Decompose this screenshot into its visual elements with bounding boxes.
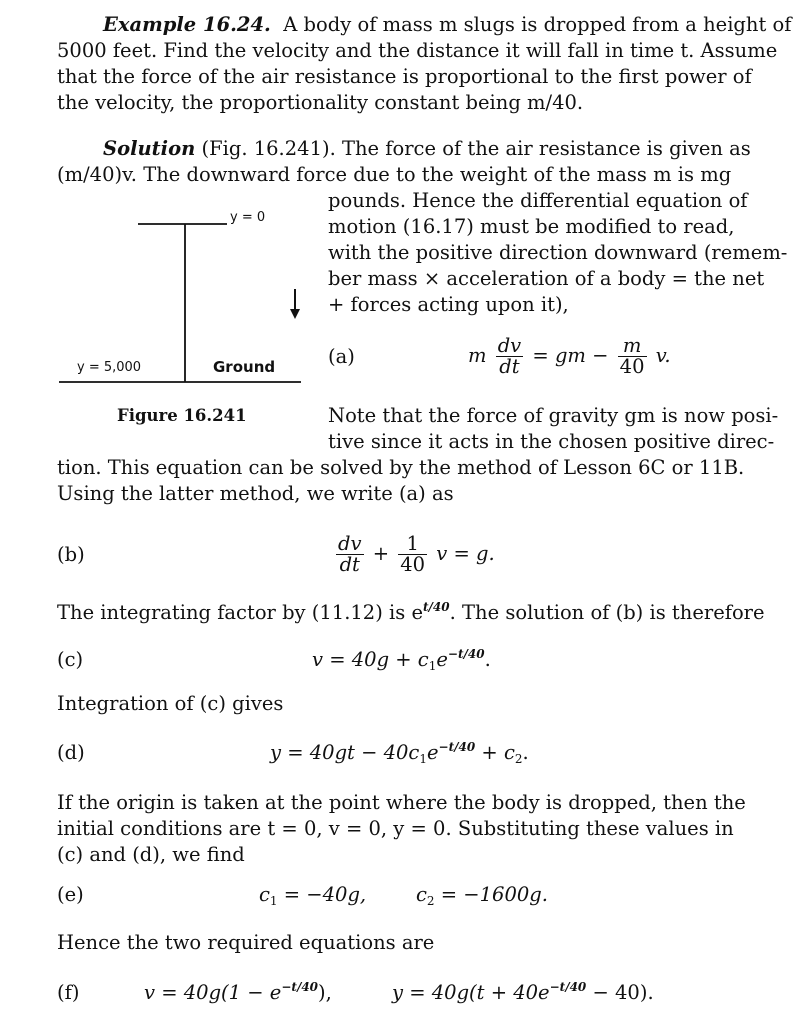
- equation-b-label: (b): [57, 543, 85, 566]
- label-y-zero: y = 0: [230, 210, 266, 225]
- equation-c: [57, 647, 757, 687]
- eq-d-exp: −t/40: [438, 740, 476, 754]
- note-line-3: tion. This equation can be solved by the method of Lesson 6C or 11B.: [57, 456, 745, 479]
- eq-e-v2: = −1600g.: [434, 883, 548, 906]
- origin-line-3: (c) and (d), we find: [57, 843, 245, 866]
- integrating-rest: . The solution of (b) is therefore: [449, 601, 765, 624]
- equation-e-c2: [416, 882, 548, 908]
- eq-f-y-end: − 40).: [586, 981, 654, 1004]
- equation-f-y: [392, 980, 654, 1006]
- hence-text: [57, 930, 757, 956]
- equation-e-c1: [259, 882, 366, 908]
- eq-e-v1: = −40g,: [277, 883, 367, 906]
- equation-e-label: (e): [57, 883, 84, 906]
- eq-b-tail: v = g.: [436, 542, 495, 565]
- equation-a-body: [468, 336, 671, 377]
- integrating-factor-text: [57, 600, 765, 626]
- equation-c-body: [312, 647, 491, 673]
- eq-f-v-end: ),: [318, 981, 332, 1004]
- eq-b-num2: 1: [398, 534, 427, 555]
- eq-c-sub: 1: [428, 659, 437, 673]
- equation-d: [57, 740, 757, 780]
- eq-a-frac: [496, 336, 524, 377]
- eq-b-frac2: [398, 534, 427, 575]
- integrating-text: The integrating factor by (11.12) is e: [57, 601, 423, 624]
- eq-c-exp: −t/40: [447, 647, 485, 661]
- equation-e: [57, 882, 757, 922]
- side-line-1: pounds. Hence the differential equation of: [328, 189, 748, 212]
- equation-b-body: [333, 534, 495, 575]
- side-line-4: ber mass × acceleration of a body = the net: [328, 267, 765, 290]
- eq-b-plus: +: [372, 542, 390, 565]
- note-full-text: [57, 455, 757, 507]
- eq-e-c1: c: [259, 883, 270, 906]
- eq-d-sub2: 2: [514, 752, 523, 766]
- equation-f-label: (f): [57, 981, 80, 1004]
- origin-line-2: initial conditions are t = 0, v = 0, y = 0. Substituting these values in: [57, 817, 734, 840]
- equation-b: [57, 532, 757, 582]
- eq-d-main: y = 40gt − 40c: [270, 741, 420, 764]
- solution-label: Solution: [103, 137, 196, 160]
- equation-d-label: (d): [57, 741, 85, 764]
- origin-line-1: If the origin is taken at the point where the body is dropped, then the: [57, 791, 746, 814]
- eq-a-m: m: [468, 344, 487, 367]
- note-line-1: Note that the force of gravity gm is now posi-: [328, 404, 779, 427]
- label-ground: Ground: [213, 358, 276, 376]
- equation-a: [328, 334, 758, 384]
- eq-f-exp1: −t/40: [281, 980, 319, 994]
- example-line-1: [57, 12, 792, 38]
- eq-c-e: e: [436, 648, 448, 671]
- eq-d-e: e: [427, 741, 439, 764]
- integrating-exp: t/40: [423, 600, 450, 614]
- integrating-line: [57, 600, 765, 626]
- eq-a-tail: v.: [655, 344, 671, 367]
- solution-side-text: [328, 188, 788, 318]
- eq-a-num2: m: [618, 336, 647, 357]
- figure-caption: Figure 16.241: [117, 406, 247, 425]
- eq-b-frac: [336, 534, 364, 575]
- eq-f-v-part: v = 40g(1 − e: [144, 981, 282, 1004]
- note-line-2: tive since it acts in the chosen positive direc-: [328, 430, 775, 453]
- eq-c-main: v = 40g + c: [312, 648, 429, 671]
- side-line-2: motion (16.17) must be modified to read,: [328, 215, 735, 238]
- side-line-3: with the positive direction downward (remem-: [328, 241, 788, 264]
- integration-line: Integration of (c) gives: [57, 692, 284, 715]
- note-line-4: Using the latter method, we write (a) as: [57, 482, 454, 505]
- equation-c-label: (c): [57, 648, 84, 671]
- equation-d-body: [270, 740, 529, 766]
- eq-d-final: .: [522, 741, 529, 764]
- eq-b-den2: 40: [400, 553, 426, 576]
- figure-16-241: [55, 192, 315, 432]
- example-line-2: 5000 feet. Find the velocity and the distance it will fall in time t. Assume: [57, 39, 778, 62]
- example-label: Example 16.24.: [103, 13, 271, 36]
- origin-paragraph: [57, 790, 757, 868]
- eq-f-exp2: −t/40: [549, 980, 587, 994]
- eq-c-end: .: [484, 648, 491, 671]
- eq-d-end: + c: [475, 741, 515, 764]
- integration-text: [57, 691, 757, 717]
- eq-a-den: dt: [499, 355, 520, 378]
- eq-a-frac2: [618, 336, 647, 377]
- eq-e-c2: c: [416, 883, 427, 906]
- eq-d-sub: 1: [419, 752, 427, 766]
- eq-a-den2: 40: [619, 355, 645, 378]
- example-line-4: the velocity, the proportionality constant being m/40.: [57, 91, 584, 114]
- example-line-3: that the force of the air resistance is proportional to the first power of: [57, 65, 752, 88]
- solution-line-1: [57, 136, 757, 162]
- label-y-5000: y = 5,000: [77, 360, 142, 375]
- example-paragraph: [57, 12, 792, 116]
- side-line-5: + forces acting upon it),: [328, 293, 569, 316]
- solution-line-2: (m/40)v. The downward force due to the weight of the mass m is mg: [57, 163, 732, 186]
- solution-text-1: (Fig. 16.241). The force of the air resistance is given as: [201, 137, 751, 160]
- eq-b-num: dv: [338, 532, 362, 555]
- solution-paragraph: [57, 136, 757, 188]
- equation-a-label: (a): [328, 345, 355, 368]
- eq-e-sub1: 1: [269, 894, 278, 908]
- example-text-1: A body of mass m slugs is dropped from a height of: [283, 13, 792, 36]
- eq-f-y-part: y = 40g(t + 40e: [392, 981, 550, 1004]
- eq-a-mid: = gm −: [532, 344, 609, 367]
- eq-a-num: dv: [497, 334, 522, 357]
- hence-line: Hence the two required equations are: [57, 931, 435, 954]
- eq-b-den: dt: [339, 553, 360, 576]
- equation-f: [57, 980, 757, 1020]
- note-side-text: [328, 403, 779, 455]
- equation-f-v: [144, 980, 332, 1006]
- figure-diagram: [55, 192, 315, 432]
- eq-e-sub2: 2: [426, 894, 435, 908]
